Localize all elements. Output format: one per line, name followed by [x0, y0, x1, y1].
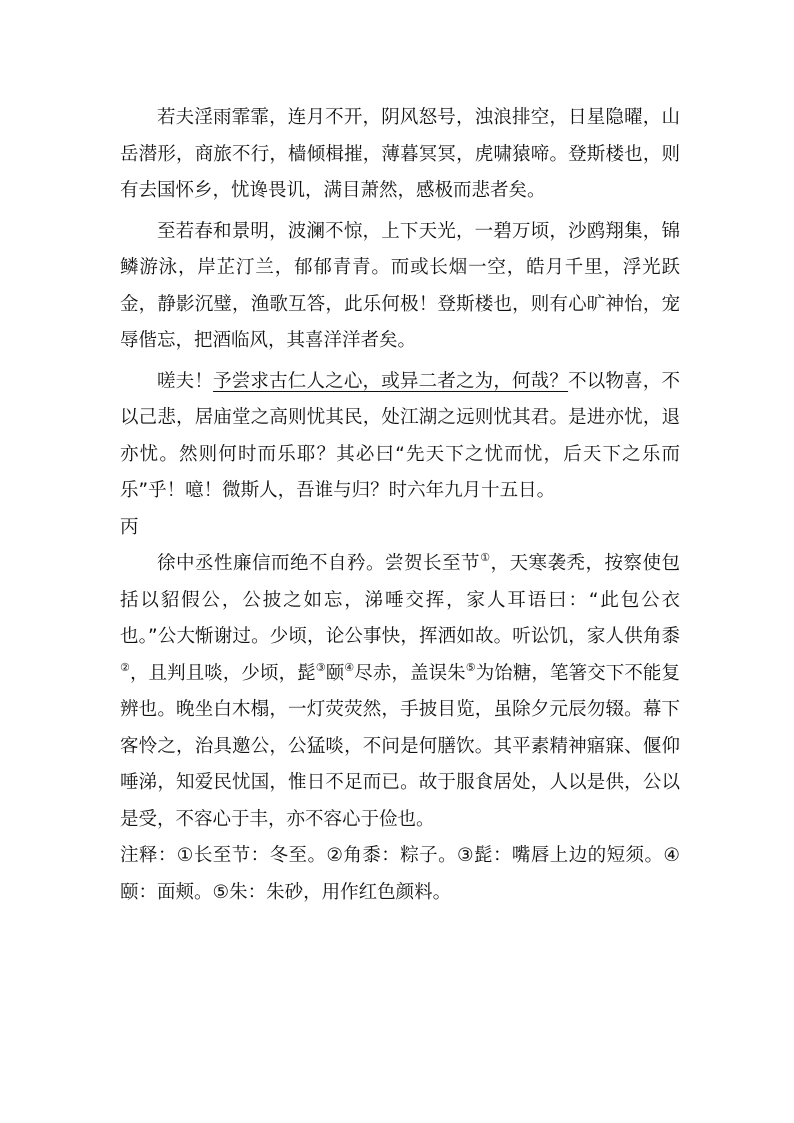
- passage-text: 为饴糖，笔箸交下不能复辨也。晚坐白木榻，一灯荧荧然，手披目览，虽除夕元辰勿辍。幕下客怜之，治具邀公，公猛啖，不问是何膳饮。其平素精神寤寐、偃仰唾涕，知爱民忧国，惟日不足而已。故于服食居处，人以是供，公以是受，不容心于丰，亦不容心于俭也。: [120, 662, 680, 830]
- paragraph-xu-zhongcheng: [120, 546, 680, 838]
- footnote-marker-2: ②: [120, 660, 130, 674]
- paragraph-sigh-rest: 不以物喜，不以己悲，居庙堂之高则忧其民，处江湖之远则忧其君。是进亦忧，退亦忧。然则何时而乐耶？其必曰“先天下之忧而忧，后天下之乐而乐”乎！噫！微斯人，吾谁与归？时六年九月十五日。: [120, 370, 680, 501]
- paragraph-spring-scene: 至若春和景明，波澜不惊，上下天光，一碧万顷，沙鸥翔集，锦鳞游泳，岸芷汀兰，郁郁青青。而或长烟一空，皓月千里，浮光跃金，静影沉璧，渔歌互答，此乐何极！登斯楼也，则有心旷神怡，宠辱偕忘，把酒临风，其喜洋洋者矣。: [120, 220, 680, 351]
- passage-text: 尽赤，盖误朱: [354, 662, 466, 684]
- footnote-marker-3: ③: [315, 660, 326, 674]
- passage-text: 徐中丞性廉信而绝不自矜。尝贺长至节: [157, 553, 481, 574]
- underlined-sentence: 予尝求古仁人之心，或异二者之为，何哉？: [213, 370, 569, 392]
- passage-text: ，天寒袭秃，按察使包括以貂假公，公披之如忘，涕唾交挥，家人耳语曰：“此包公衣也。”公大惭谢过。少顷，论公事快，挥洒如故。听讼饥，家人供角黍: [120, 553, 680, 647]
- paragraph-sigh-start: 嗟夫！: [157, 370, 214, 392]
- annotation-notes: 注释：①长至节：冬至。②角黍：粽子。③髭：嘴唇上边的短须。④颐：面颊。⑤朱：朱砂，用作红色颜料。: [120, 845, 680, 903]
- document-content: [120, 100, 680, 911]
- paragraph-sigh: [120, 364, 680, 510]
- paragraph-rainy-scene: 若夫淫雨霏霏，连月不开，阴风怒号，浊浪排空，日星隐曜，山岳潜形，商旅不行，樯倾楫摧，薄暮冥冥，虎啸猿啼。登斯楼也，则有去国怀乡，忧谗畏讥，满目萧然，感极而悲者矣。: [120, 107, 680, 201]
- passage-text: ，且判且啖，少顷，髭: [129, 662, 316, 684]
- footnote-marker-1: ①: [480, 551, 491, 564]
- section-label-bing: 丙: [120, 516, 139, 538]
- footnote-marker-5: ⑤: [465, 660, 476, 674]
- passage-text: 颐: [325, 662, 345, 684]
- footnote-marker-4: ④: [344, 660, 355, 674]
